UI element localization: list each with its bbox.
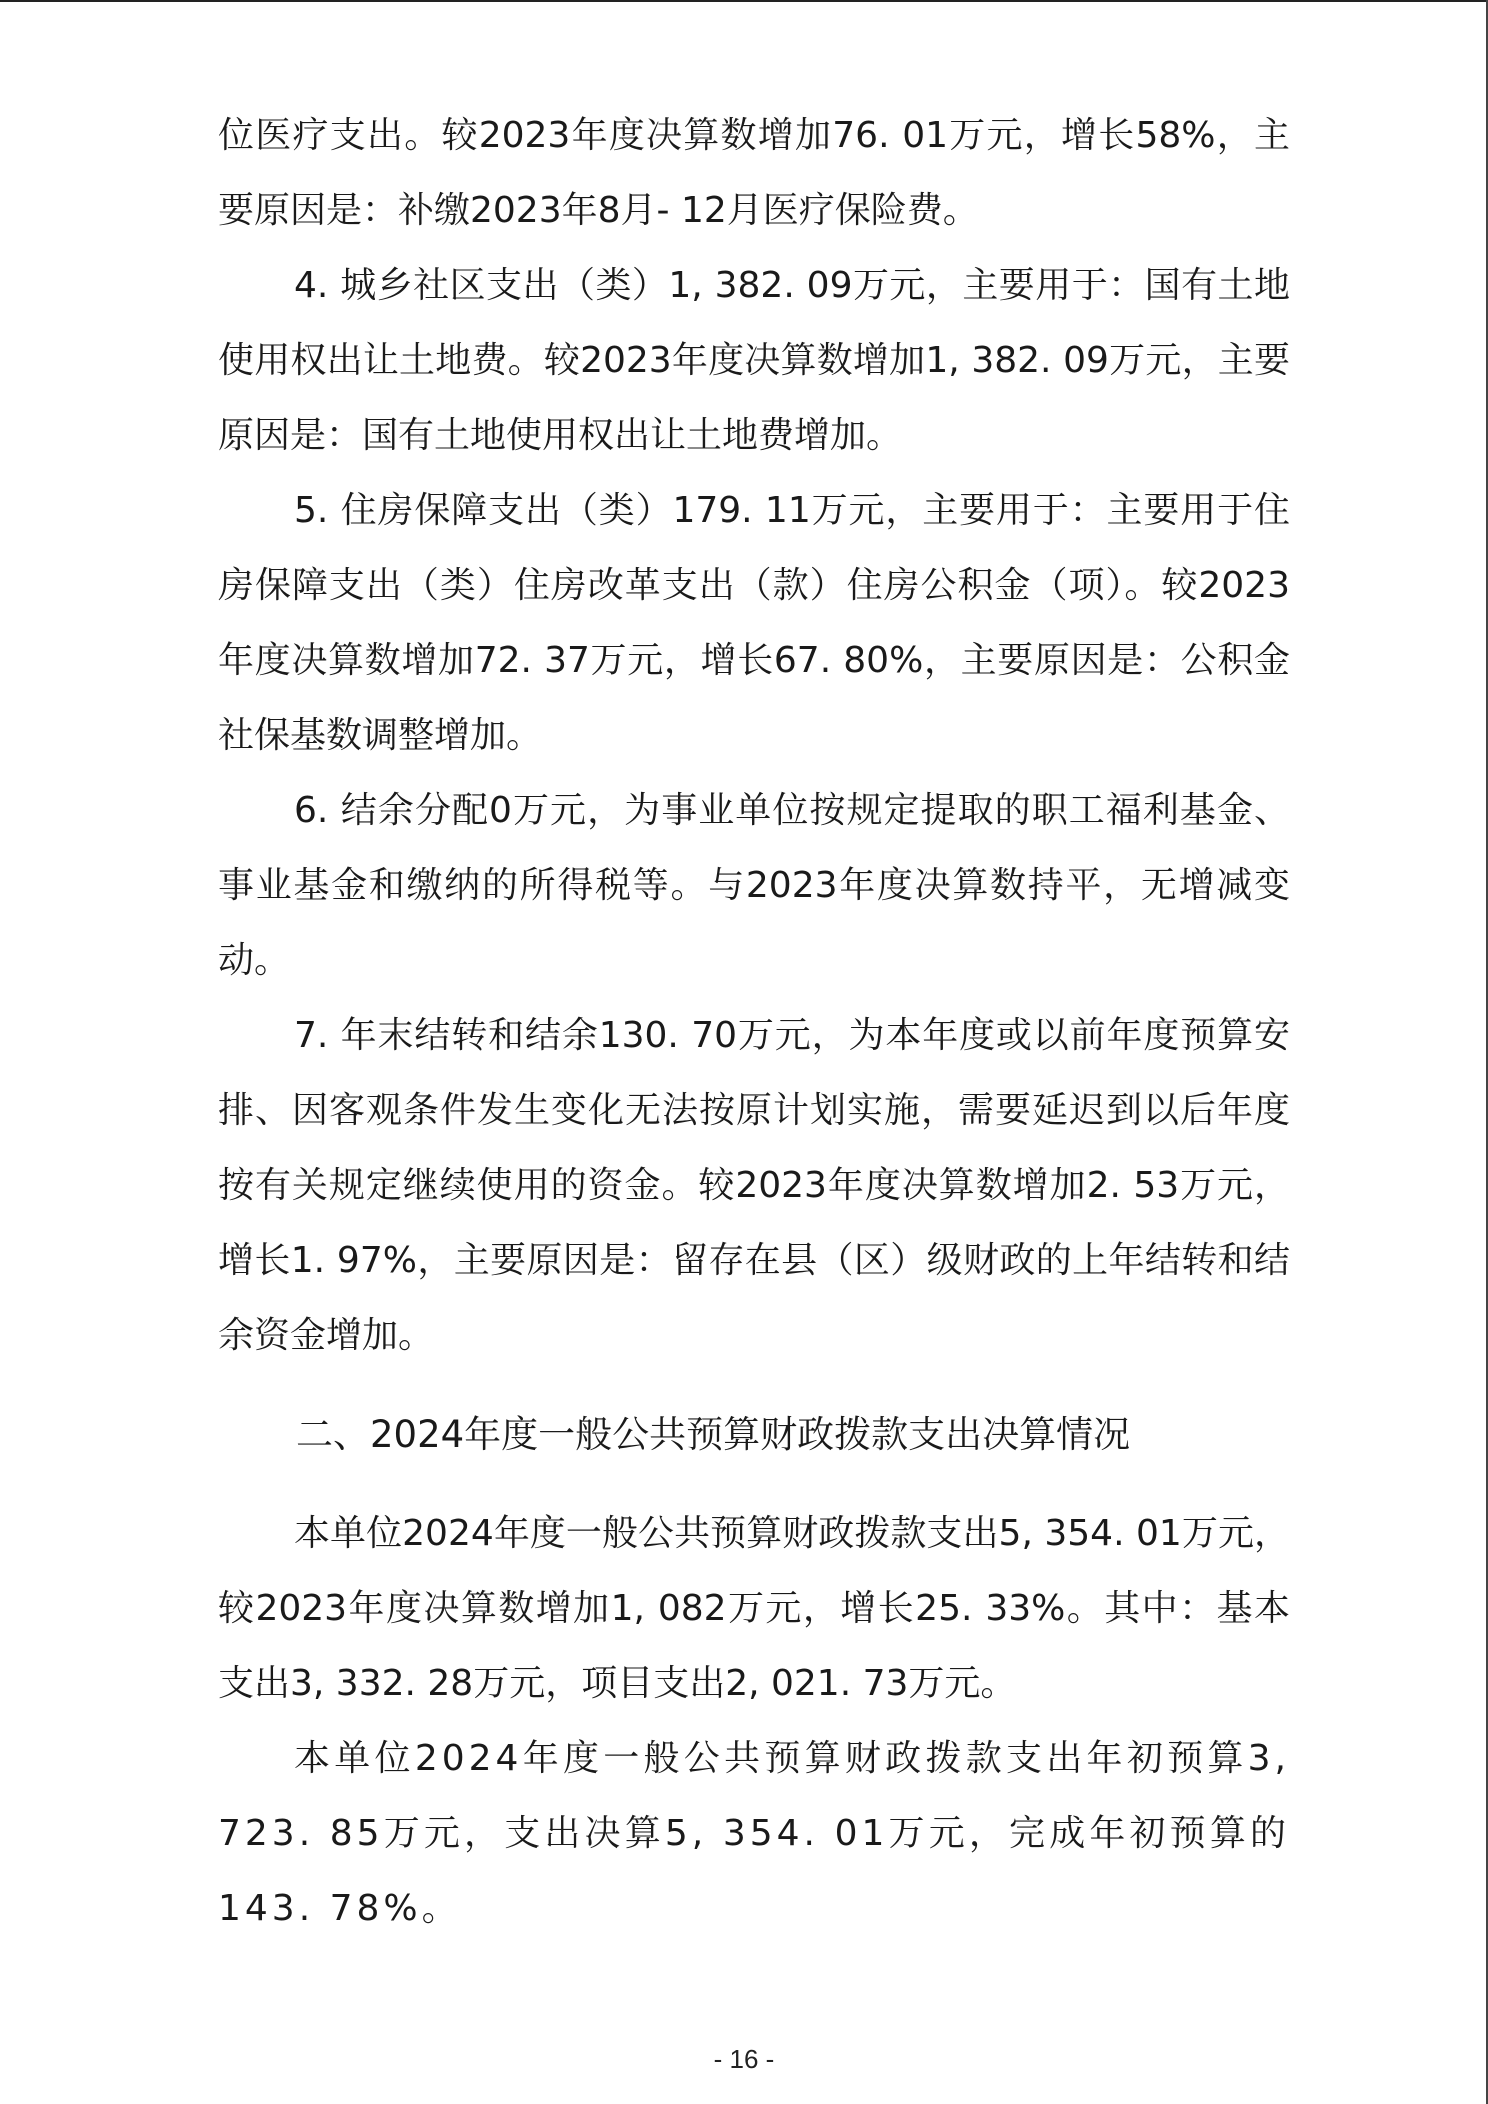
document-body [218, 98, 1290, 1946]
page-number: - 16 - [713, 2044, 775, 2074]
paragraph-general-budget-expense: 本单位2024年度一般公共预算财政拨款支出5, 354. 01万元，较2023年度决算数增加1, 082万元，增长25. 33%。其中：基本支出3, 332. 28万元，项目支出2, 021. 73万元。 [218, 1513, 1290, 1704]
top-border-line [0, 0, 1488, 2]
section-heading: 二、2024年度一般公共预算财政拨款支出决算情况 [296, 1413, 1131, 1456]
paragraph-medical-expense-continued: 位医疗支出。较2023年度决算数增加76. 01万元，增长58%，主要原因是：补缴2023年8月- 12月医疗保险费。 [218, 115, 1290, 231]
paragraph-year-end-carryover: 7. 年末结转和结余130. 70万元，为本年度或以前年度预算安排、因客观条件发生变化无法按原计划实施，需要延迟到以后年度按有关规定继续使用的资金。较2023年度决算数增加2. 53万元，增长1. 97%，主要原因是：留存在县（区）级财政的上年结转和结余资金增加。 [218, 1015, 1290, 1356]
paragraph-surplus-distribution: 6. 结余分配0万元，为事业单位按规定提取的职工福利基金、事业基金和缴纳的所得税等。与2023年度决算数持平，无增减变动。 [218, 790, 1290, 981]
paragraph-urban-rural-community: 4. 城乡社区支出（类）1, 382. 09万元，主要用于：国有土地使用权出让土地费。较2023年度决算数增加1, 382. 09万元，主要原因是：国有土地使用权出让土地费增加。 [218, 265, 1290, 456]
paragraph-housing-security: 5. 住房保障支出（类）179. 11万元，主要用于：主要用于住房保障支出（类）住房改革支出（款）住房公积金（项）。较2023年度决算数增加72. 37万元，增长67. 80%，主要原因是：公积金社保基数调整增加。 [218, 490, 1290, 756]
paragraph-budget-completion: 本单位2024年度一般公共预算财政拨款支出年初预算3, 723. 85万元，支出决算5, 354. 01万元，完成年初预算的143. 78%。 [218, 1738, 1290, 1929]
